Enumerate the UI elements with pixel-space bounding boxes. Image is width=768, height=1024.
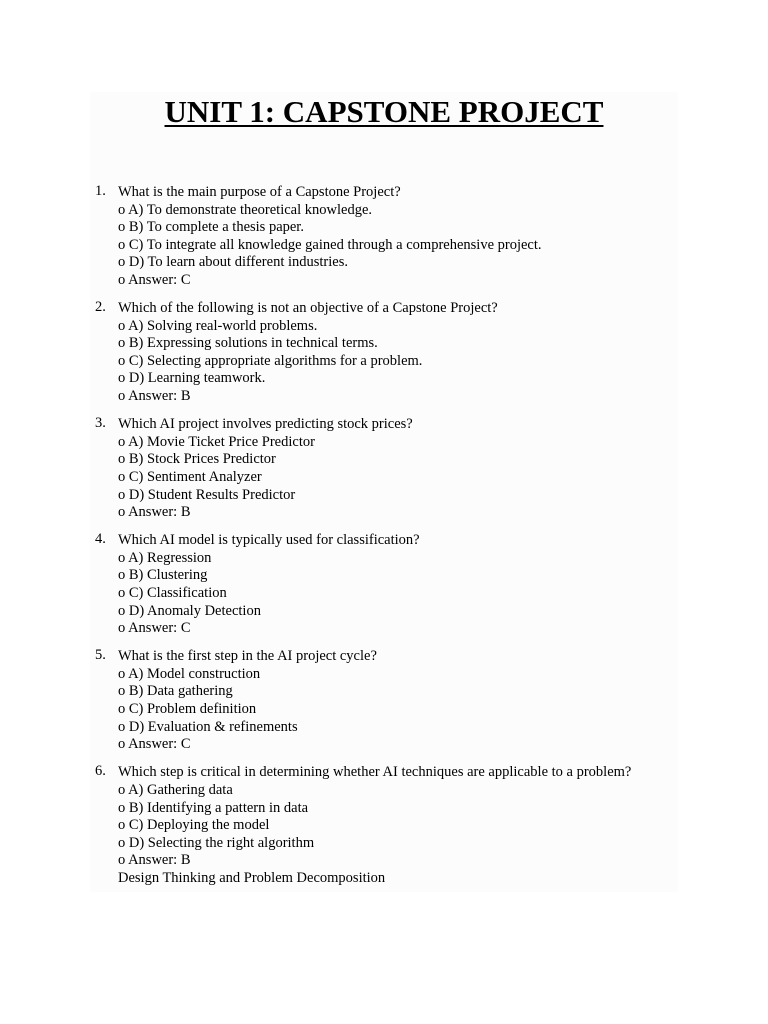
question-number: 6.	[95, 763, 106, 780]
option-c: o C) Classification	[118, 584, 227, 601]
page-title: UNIT 1: CAPSTONE PROJECT	[164, 94, 604, 129]
section-heading: Design Thinking and Problem Decomposition	[118, 869, 386, 886]
option-c: o C) Problem definition	[118, 701, 257, 718]
option-b: o B) Data gathering	[118, 683, 233, 700]
question-text: Which AI project involves predicting stock prices?	[118, 416, 413, 433]
option-c: o C) Selecting appropriate algorithms for a problem.	[118, 352, 423, 369]
question-number: 3.	[95, 415, 106, 432]
question-item	[95, 531, 695, 638]
question-number: 4.	[95, 531, 106, 548]
option-d: o D) Student Results Predictor	[118, 486, 296, 503]
question-item	[95, 299, 695, 406]
question-item	[95, 183, 695, 290]
answer-line: o Answer: B	[118, 852, 191, 869]
answer-line: o Answer: C	[118, 620, 191, 637]
question-text: What is the main purpose of a Capstone Project?	[118, 184, 401, 200]
question-text: What is the first step in the AI project cycle?	[118, 648, 377, 665]
option-d: o D) Selecting the right algorithm	[118, 834, 315, 851]
option-d: o D) Evaluation & refinements	[118, 718, 298, 735]
option-b: o B) Expressing solutions in technical terms.	[118, 335, 378, 352]
answer-line: o Answer: C	[118, 271, 191, 288]
question-item	[95, 763, 695, 887]
answer-line: o Answer: B	[118, 388, 191, 405]
option-d: o D) To learn about different industries.	[118, 254, 348, 271]
question-text: Which of the following is not an objective of a Capstone Project?	[118, 300, 498, 317]
option-b: o B) Identifying a pattern in data	[118, 799, 309, 816]
option-c: o C) To integrate all knowledge gained through a comprehensive project.	[118, 236, 542, 253]
question-text: Which AI model is typically used for classification?	[118, 532, 420, 549]
option-d: o D) Anomaly Detection	[118, 602, 261, 619]
option-a: o A) Gathering data	[118, 781, 233, 798]
option-b: o B) Stock Prices Predictor	[118, 451, 276, 468]
question-list	[95, 183, 695, 897]
answer-line: o Answer: C	[118, 736, 191, 753]
question-item	[95, 647, 695, 754]
option-a: o A) To demonstrate theoretical knowledge.	[118, 201, 373, 218]
option-a: o A) Movie Ticket Price Predictor	[118, 433, 315, 450]
option-a: o A) Regression	[118, 549, 212, 566]
option-a: o A) Solving real-world problems.	[118, 317, 318, 334]
option-a: o A) Model construction	[118, 665, 261, 682]
question-number: 5.	[95, 647, 106, 664]
option-b: o B) Clustering	[118, 567, 208, 584]
option-c: o C) Deploying the model	[118, 817, 270, 834]
option-b: o B) To complete a thesis paper.	[118, 219, 304, 236]
question-number: 2.	[95, 299, 106, 316]
answer-line: o Answer: B	[118, 504, 191, 521]
option-c: o C) Sentiment Analyzer	[118, 468, 262, 485]
option-d: o D) Learning teamwork.	[118, 370, 266, 387]
question-item	[95, 415, 695, 522]
question-text: Which step is critical in determining whether AI techniques are applicable to a problem?	[118, 764, 632, 781]
question-number: 1.	[95, 183, 106, 199]
